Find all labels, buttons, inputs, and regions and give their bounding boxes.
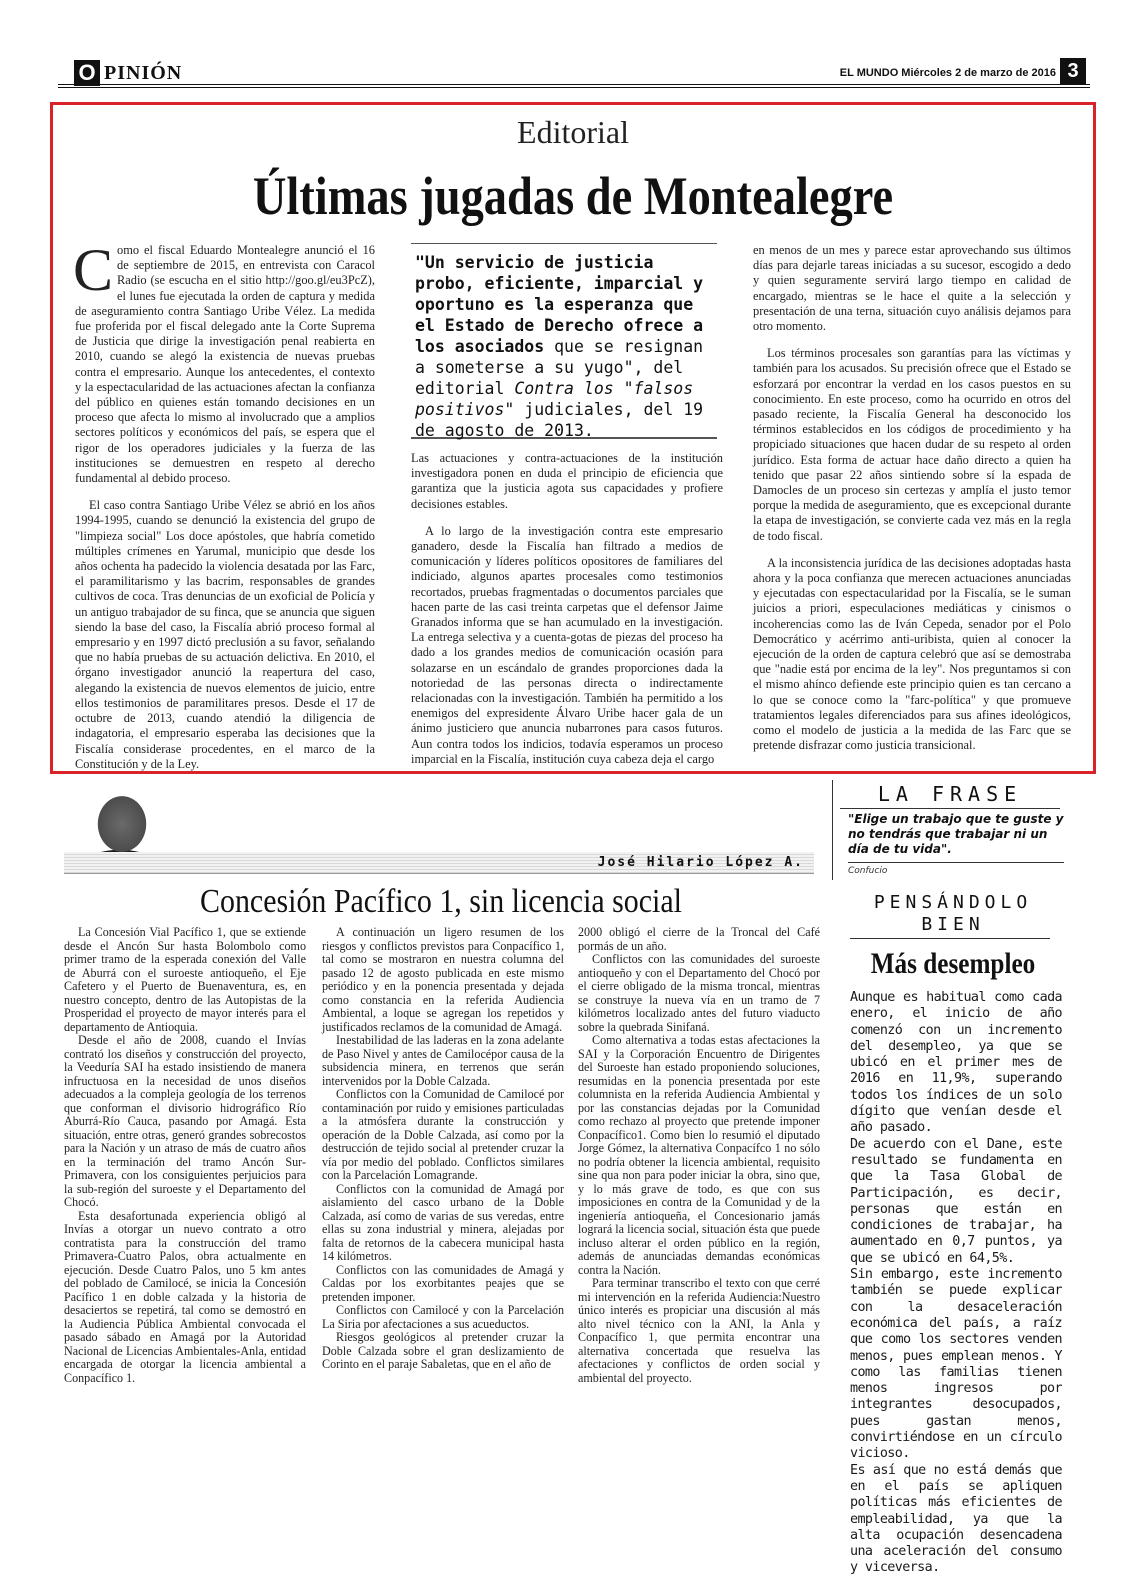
sidebar-paragraph: Es así que no está demás que en el país se apliquen políticas más eficientes de empleabilidad, ya que la alta ocupación desencadena una aceleración del consumo y viceversa. (850, 1462, 1062, 1576)
column-paragraph: Esta desafortunada experiencia obligó al Invías a otorgar un nuevo contrato a otro contratista para la construcción del tramo Primavera-Cuatro Palos, obra actualmente en ejecución. Desde Cuatro Palos, uno 5 km antes del poblado de Camilocé, se inicia la Concesión Pacífico 1 en doble calzada y la historia de desaciertos se repetirá, tal como se demostró en la Audiencia Pública Ambiental convocada el pasado sábado en Amagá por la Autoridad Nacional de Licencias Ambientales-Anla, entidad encargada de otorgar la licencia ambiental a Conpacífico 1. (64, 1208, 306, 1385)
pensandolo-bien-title: PENSÁNDOLO BIEN (873, 892, 1033, 935)
divider (850, 938, 1050, 939)
editorial-column-2 (411, 451, 723, 779)
section-initial: O (74, 60, 100, 86)
column-paragraph: Riesgos geológicos al pretender cruzar la Doble Calzada sobre el gran deslizamiento de Corinto en el paraje Sabaletas, que en el año de (322, 1330, 564, 1371)
pull-quote-text: judiciales, del 19 de agosto de 2013. (415, 400, 704, 440)
masthead (58, 58, 1090, 88)
editorial-paragraph: en menos de un mes y parece estar aprovechando sus últimos días para dejarle tareas iniciadas a su sucesor, escogido a dedo y quien seguramente servirá largo tiempo en calidad de encargado, mientras se le hace el quite a la selección y presentación de una terna, situación cuyo análisis dejamos para otro momento. (753, 243, 1071, 334)
column-paragraph: 2000 obligó el cierre de la Troncal del Café pormás de un año. (578, 925, 820, 953)
column-paragraph: Conflictos con la Comunidad de Camilocé por contaminación por ruido y emisiones particuladas a la atmósfera durante la construcción y operación de la Doble Calzada, así como por la destrucción de tejido social al pretender cruzar la vía por medio del poblado. Conflictos similares con la Parcelación Lomagrande. (322, 1087, 564, 1182)
paper-date: EL MUNDO Miércoles 2 de marzo de 2016 (839, 67, 1056, 79)
column-body-1 (64, 926, 306, 1385)
page-number: 3 (1060, 58, 1086, 84)
column-paragraph: Como alternativa a todas estas afectaciones la SAI y la Corporación Encuentro de Dirigentes del Suroeste han estado proponiendo soluciones, resumidas en la ponencia presentada por este columnista en la referida Audiencia Ambiental y por las constancias dejadas por la Comunidad como rechazo al proyecto que pretende imponer Conpacífico1. Como bien lo resumió el diputado Jorge Gómez, la alternativa Conpacífco 1 no sólo no podría obtener la licencia ambiental, requisito sine qua non para poder iniciar la obra, sino que, y lo más grave de todo, es que con sus imposiciones en contra de la Comunidad y de la ingeniería antioqueña, el Concesionario jamás logrará la licencia social, situación ésta que puede incluso alterar el orden público en la región, además de anunciadas demandas económicas contra la Nación. (578, 1033, 820, 1277)
pull-quote-bold: "Un servicio de justicia probo, eficiente, imparcial y oportuno es la esperanza que el Estado de Derecho ofrece a los asociados (415, 253, 704, 356)
editorial-paragraph: Como el fiscal Eduardo Montealegre anunció el 16 de septiembre de 2015, en entrevista con Caracol Radio (se escucha en el sitio http://goo.gl/eu3PcZ), el lunes fue ejecutada la orden de captura y medida de aseguramiento contra Santiago Uribe Vélez. La medida fue proferida por el fiscal delegado ante la Corte Suprema de Justicia que dirige la investigación penal reabierta en 2010, cuando se alegó la existencia de nuevas pruebas contra el empresario. Aunque los antecedentes, el contexto y la espectacularidad de las actuaciones afectan la confianza del público en quienes están tomando decisiones en un proceso que afecta lo mismo al involucrado que a amplios sectores políticos y económicos del país, se espera que el rigor de los operadores judiciales y la fuerza de las instituciones se demuestren en respeto al derecho fundamental al debido proceso. (73, 237, 375, 486)
column-paragraph: Conflictos con Camilocé y con la Parcelación La Siria por afectaciones a sus acueductos. (322, 1303, 564, 1331)
editorial-kicker: Editorial (517, 114, 629, 150)
mas-desempleo-title: Más desempleo (870, 947, 1036, 980)
frase-author: Confucio (848, 862, 1064, 877)
column-paragraph: A continuación un ligero resumen de los riesgos y conflictos previstos para Conpacífico 1, tal como se mostraron en nuestra columna del pasado 12 de agosto publicada en este mismo periódico y en la ponencia presentada y dejada como constancia en la referida Audiencia Ambiental, a loque se agregan los repetidos y justificados reclamos de la comunidad de Amagá. (322, 925, 564, 1034)
frase-title: LA FRASE (840, 782, 1060, 809)
editorial-column-3 (753, 243, 1071, 766)
column-paragraph: Conflictos con las comunidades de Amagá y Caldas por los exorbitantes peajes que se pretenden imponer. (322, 1262, 564, 1304)
pull-quote-text: que se resignan a someterse a su yugo", del editorial (415, 337, 704, 398)
section-name: PINIÓN (104, 62, 183, 84)
editorial-title: Últimas jugadas de Montealegre (252, 166, 894, 226)
column-paragraph: Inestabilidad de las laderas en la zona adelante de Paso Nivel y antes de Camilocépor causa de la subsidencia minera, en terrenos que serán intervenidos por la Doble Calzada. (322, 1033, 564, 1088)
column-body-3 (578, 926, 820, 1385)
editorial-paragraph: A lo largo de la investigación contra este empresario ganadero, desde la Fiscalía han filtrado a medios de comunicación y líderes políticos opositores de familiares del indiciado, algunos apartes procesales como testimonios recortados, pruebas fragmentadas o documentos parciales que hacen parte de las casi treinta carpetas que el defensor Jaime Granados informa que se han acumulado en la investigación. La entrega selectiva y a cuenta-gotas de piezas del proceso ha dado a los grandes medios de comunicación ocasión para solazarse en un escándalo de grandes proporciones dada la notoriedad de las personas directa o indirectamente relacionadas con la investigación. También ha permitido a los enemigos del expresidente Álvaro Uribe hacer gala de un ánimo justiciero que anuncia nubarrones para casos futuros. Aun contra todos los indicios, todavía esperamos un proceso imparcial en la Fiscalía, institución cuya cabeza deja el cargo (411, 523, 723, 766)
drop-cap: C (73, 237, 114, 303)
column-paragraph: Desde el año de 2008, cuando el Invías contrató los diseños y construcción del proyecto, la Veeduría SAI ha estado insistiendo de manera infructuosa en la necesidad de unos diseños adecuados a la compleja geología de los terrenos que conforman el divisorio hidrográfico Río Aburrá-Río Cauca, pasando por Amagá. Esta situación, entre otras, generó grandes sobrecostos para la Nación y un atraso de más de cuatro años en la terminación del tramo Ancón Sur-Primavera, con los consiguientes perjuicios para la sub-región del suroeste y el Departamento del Chocó. (64, 1033, 306, 1209)
column-title: Concesión Pacífico 1, sin licencia social (200, 883, 682, 920)
editorial-paragraph: Los términos procesales son garantías para las víctimas y también para los acusados. Su precisión ofrece que el Estado se esforzará por encontrar la verdad en los casos puestos en su conocimiento. En este proceso, como ha ocurrido en otros del pasado reciente, la Fiscalía General ha desconocido los términos establecidos en los códigos de procedimiento y ha propiciado situaciones que hacen dudar de su respeto al orden jurídico. Esta forma de actuar hace daño directo a quien ha tenido que pasar 22 años sintiendo sobre sí la espada de Damocles de un proceso sin certezas y amplía el justo temor porque la medida de aseguramiento, que es excepcional durante la etapa de investigación, se convierte cada vez más en la regla de todo fiscal. (753, 346, 1071, 543)
author-byline: José Hilario López A. (597, 855, 804, 870)
editorial-highlight-box (50, 102, 1096, 774)
editorial-paragraph: Las actuaciones y contra-actuaciones de la institución investigadora ponen en duda el principio de eficiencia que garantiza que la justicia agota sus capacidades y profiere decisiones estables. (411, 451, 723, 511)
editorial-column-1 (73, 237, 375, 784)
sidebar-paragraph: Aunque es habitual como cada enero, el inicio de año comenzó con un incremento del desempleo, ya que se ubicó en el primer mes de 2016 en 11,9%, superando todos los índices de un solo dígito que venían desde el año pasado. (850, 990, 1062, 1136)
frase-quote: "Elige un trabajo que te guste y no tendrás que trabajar ni un día de tu vida". (848, 812, 1064, 856)
pull-quote-italic: Contra los "falsos positivos" (415, 379, 694, 419)
sidebar-divider (832, 780, 833, 880)
sidebar-paragraph: De acuerdo con el Dane, este resultado se fundamenta en que la Tasa Global de Participación, es decir, personas que están en condiciones de trabajar, ha aumentado en 0,7 puntos, ya que se ubicó en 64,5%. (850, 1136, 1062, 1266)
sidebar-body (850, 990, 1062, 1577)
column-paragraph: Para terminar transcribo el texto con que cerré mi intervención en la referida Audiencia:Nuestro único interés es propiciar una discusión al más alto nivel técnico con la ANI, la Anla y Conpacífico 1, que permita encontrar una alternativa concertada que resuelva las afectaciones y conflictos de orden social y ambiental del proyecto. (578, 1276, 820, 1385)
pull-quote (411, 243, 717, 439)
column-paragraph: La Concesión Vial Pacífico 1, que se extiende desde el Ancón Sur hasta Bolombolo como primer tramo de la esperada conexión del Valle de Aburrá con el suroeste antioqueño, el Eje Cafetero y el Puerto de Buenaventura, es, en nuestro concepto, dentro de las Autopistas de la Prosperidad el proyecto de mayor interés para el departamento de Antioquia. (64, 925, 306, 1034)
column-body-2 (322, 926, 564, 1372)
byline-bar (64, 852, 814, 874)
column-paragraph: Conflictos con las comunidades del suroeste antioqueño y con el Departamento del Chocó por el cierre obligado de la misma troncal, mientras se construye la nueva vía en un tramo de 7 kilómetros localizado antes del futuro viaducto sobre la quebrada Sinifaná. (578, 952, 820, 1034)
editorial-paragraph: El caso contra Santiago Uribe Vélez se abrió en los años 1994-1995, cuando se denunció la existencia del grupo de "limpieza social" Los doce apóstoles, que habría cometido múltiples crímenes en Yarumal, municipio que desde los años ochenta ha padecido la violencia desatada por las Farc, el paramilitarismo y las bacrim, responsables de grandes cultivos de coca. Tras denuncias de un exoficial de Policía y un antiguo trabajador de su finca, que se anuncia que siguen siendo la base del caso, la Fiscalía abrió proceso formal al empresario y en 1997 dictó preclusión a su favor, señalando que no había pruebas de su actuación delictiva. En 2010, el órgano investigador anunció la reapertura del caso, alegando la existencia de nuevos elementos de juicio, entre ellos testimonios de paramilitares presos. Desde el 17 de octubre de 2013, cuando atendió la diligencia de indagatoria, el empresario esperaba las decisiones que la Fiscalía considerase procedentes, en el marco de la Constitución y de la Ley. (75, 498, 375, 771)
editorial-paragraph: A la inconsistencia jurídica de las decisiones adoptadas hasta ahora y la poca confianza que merecen actuaciones anunciadas y ejecutadas con espectacularidad por la Fiscalía, se le suman juicios a priori, especulaciones mediáticas y cinismos o incoherencias como las de Iván Cepeda, senador por el Polo Democrático y acérrimo anti-uribista, quien al conocer la ejecución de la orden de captura celebró que así se demostraba que "nadie está por encima de la ley". Nos preguntamos si con el mismo ahínco defiende este principio quien es tan cercano a lo que se conoce como la "farc-política" y que promueve tratamientos legales diferenciados para sus afines ideológicos, como el modelo de justicia a la medida de las Farc que se pretende disfrazar como justicia transicional. (753, 555, 1071, 753)
column-paragraph: Conflictos con la comunidad de Amagá por aislamiento del casco urbano de la Doble Calzada, así como de varias de sus veredas, entre ellas su zona industrial y minera, alejadas por falta de retornos de la cabecera municipal hasta 14 kilómetros. (322, 1181, 564, 1263)
sidebar-paragraph: Sin embargo, este incremento también se puede explicar con la desaceleración económica del país, a raíz que como los sectores venden menos, pues emplean menos. Y como las familias tienen menos ingresos por integrantes desocupados, pues gastan menos, convirtiéndose en un círculo vicioso. (850, 1267, 1062, 1462)
